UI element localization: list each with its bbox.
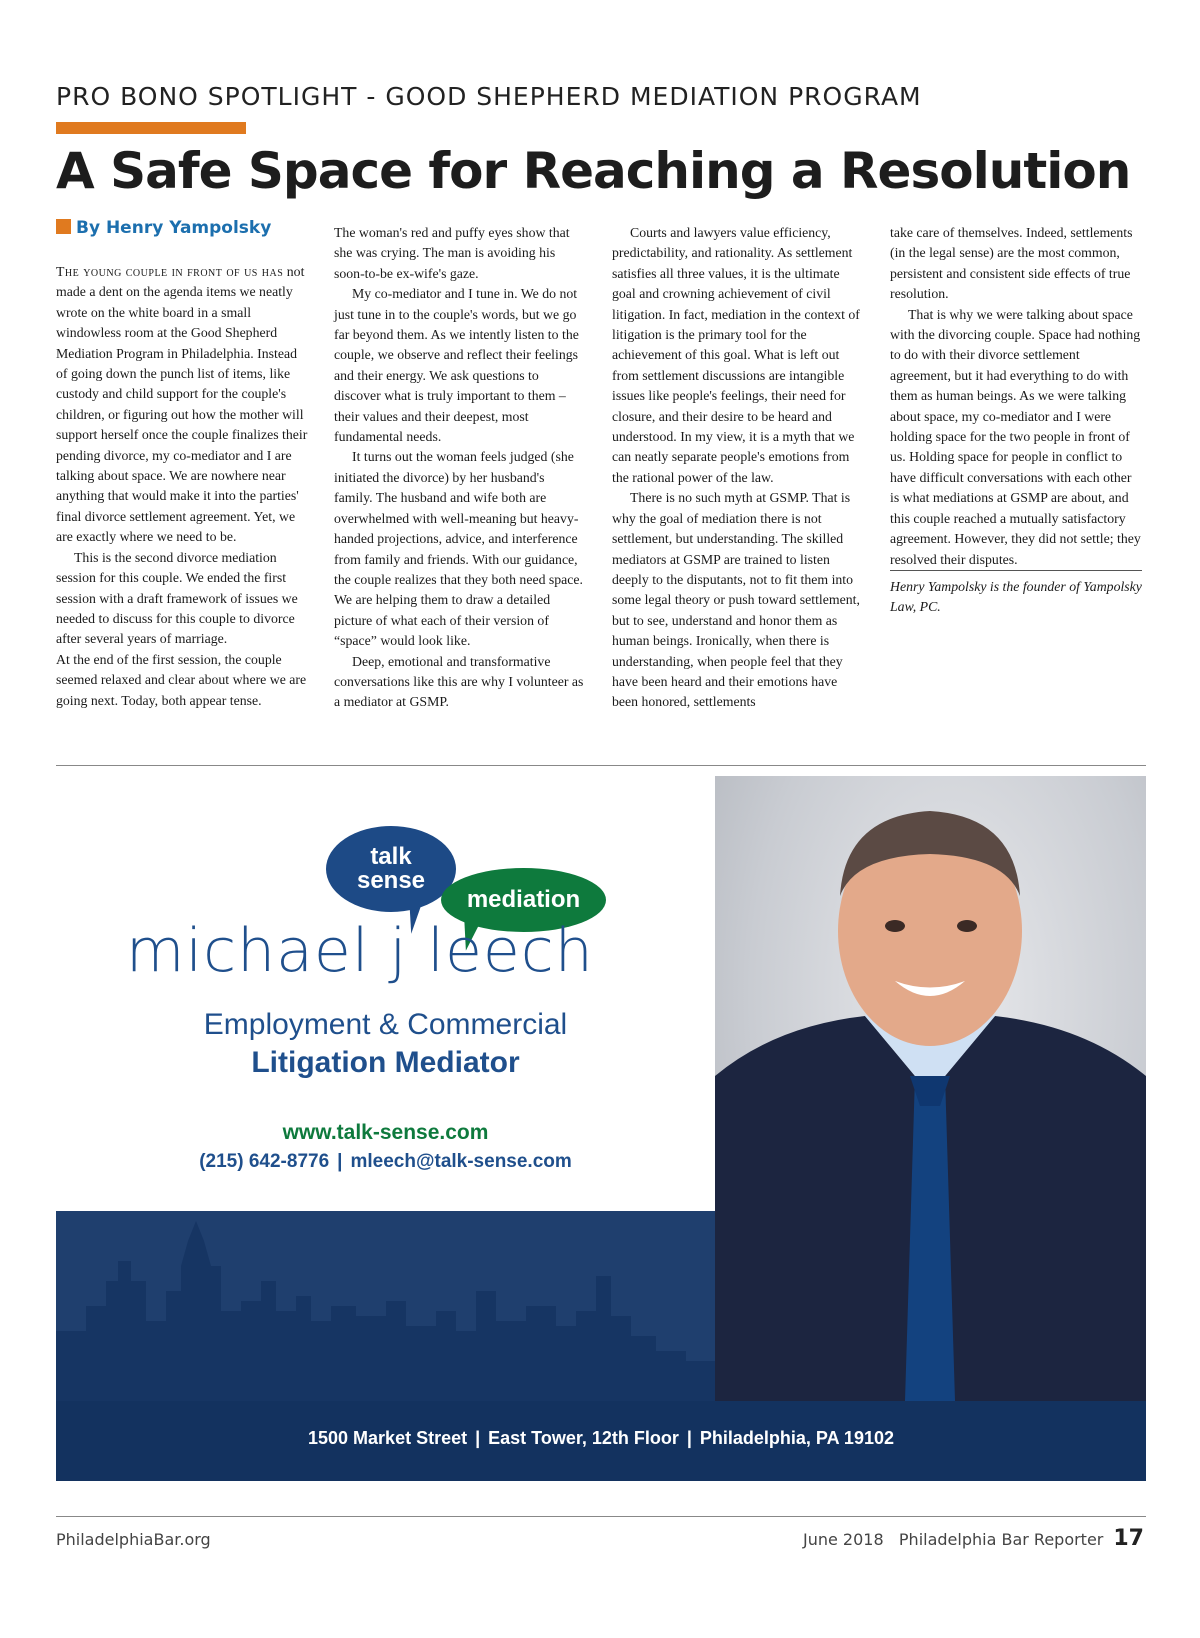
section-kicker: PRO BONO SPOTLIGHT - GOOD SHEPHERD MEDIATION PROGRAM (56, 82, 922, 111)
article-column-3 (612, 223, 864, 713)
article-column-1 (56, 262, 308, 711)
paragraph: That is why we were talking about space with the divorcing couple. Space had nothing to do with their divorce settlement agreement, but it had everything to do with them as human beings. As we were talking about space, my co-mediator and I were holding space for the two people in front of us. Holding space for people in conflict to have difficult conversations with each other is what mediations at GSMP are about, and this couple reached a mutually satisfactory agreement. However, they did not settle; they resolved their disputes. (890, 306, 1141, 567)
kicker-accent-bar (56, 122, 246, 134)
footer-publication: Philadelphia Bar Reporter (898, 1530, 1104, 1549)
paragraph: This is the second divorce mediation session for this couple. We ended the first session with a draft framework of issues we needed to discuss for this couple to divorce after several years of marriage. (56, 549, 298, 647)
paragraph: Deep, emotional and transformative conversations like this are why I volunteer as a mediator at GSMP. (334, 653, 584, 710)
footer-divider (56, 1516, 1146, 1517)
lead-in: The young couple in front of us has (56, 264, 284, 279)
portrait-photo (715, 776, 1146, 1401)
address-floor: East Tower, 12th Floor (488, 1428, 679, 1448)
paragraph: The woman's red and puffy eyes show that she was crying. The man is avoiding his soon-to-be ex-wife's gaze. (334, 225, 570, 281)
ad-contact-line (56, 1151, 715, 1173)
footer-site[interactable]: PhiladelphiaBar.org (56, 1530, 211, 1549)
city-skyline-icon (56, 1211, 716, 1411)
advertisement (56, 776, 1146, 1481)
paragraph: There is no such myth at GSMP. That is why the goal of mediation there is not settlement, but understanding. The skilled mediators at GSMP are trained to listen deeply to the disputants, not to fit them into some legal theory or push toward settlement, but to see, understand and honor them as human beings. Ironically, when there is understanding, when people feel that they have been heard and their emotions have been honored, settlements (612, 490, 860, 710)
separator: | (475, 1428, 481, 1448)
ad-website-link[interactable]: www.talk-sense.com (282, 1121, 489, 1144)
byline (56, 218, 271, 238)
bubble-text: talk (370, 843, 412, 870)
article-headline: A Safe Space for Reaching a Resolution (56, 142, 1131, 200)
portrait-illustration-icon (715, 776, 1146, 1401)
bubble-text: sense (356, 867, 426, 894)
ad-email-link[interactable]: mleech@talk-sense.com (350, 1151, 572, 1172)
mediation-bubble: mediation (441, 868, 606, 932)
address-city: Philadelphia, PA 19102 (699, 1428, 894, 1448)
paragraph: My co-mediator and I tune in. We do not just tune in to the couple's words, but we go far beyond them. As we intently listen to the couple, we observe and reflect their feelings and their energy. We ask questions to discover what is truly important to them – their values and their deepest, most fundamental needs. (334, 286, 579, 445)
paragraph: It turns out the woman feels judged (she initiated the divorce) by her husband's family. The husband and wife both are overwhelmed with well-meaning but heavy-handed projections, advice, and interference from family and friends. With our guidance, the couple realizes that they both need space. We are helping them to draw a detailed picture of what each of their version of “space” would look like. (334, 449, 584, 649)
byline-square-icon (56, 219, 71, 234)
paragraph: Courts and lawyers value efficiency, predictability, and rationality. As settlement satisfies all three values, it is the ultimate goal and crowning achievement of civil litigation. In fact, mediation in the context of litigation is the primary tool for the achievement of this goal. What is left out from settlement discussions are intangible issues like people's feelings, their need for closure, and their desire to be heard and understood. In my view, it is a myth that we can neatly separate people's emotions from the rational power of the law. (612, 225, 860, 485)
author-bio: Henry Yampolsky is the founder of Yampolsky Law, PC. (890, 570, 1142, 618)
ad-phone[interactable]: (215) 642-8776 (199, 1151, 330, 1172)
ad-name-wordmark: michael j leech (126, 916, 594, 986)
article-column-2 (334, 223, 586, 713)
ad-tagline-1: Employment & Commercial (203, 1008, 568, 1041)
ad-address (56, 1428, 1146, 1449)
footer-issue: June 2018 (802, 1530, 884, 1549)
talk-sense-bubble (326, 826, 456, 912)
separator: | (337, 1151, 343, 1172)
divider (56, 765, 1146, 766)
footer-meta (803, 1526, 1144, 1551)
paragraph: take care of themselves. Indeed, settlements (in the legal sense) are the most common, persistent and consistent side effects of true resolution. (890, 225, 1133, 302)
byline-text: By Henry Yampolsky (76, 218, 272, 238)
separator: | (686, 1428, 692, 1448)
paragraph (56, 262, 308, 548)
ad-tagline-2: Litigation Mediator (251, 1046, 520, 1079)
page-number: 17 (1113, 1526, 1144, 1551)
address-street: 1500 Market Street (308, 1428, 468, 1448)
article-column-4 (890, 223, 1142, 618)
paragraph-text: not made a dent on the agenda items we neatly wrote on the white board in a small windowless room at the Good Shepherd Mediation Program in Philadelphia. Instead of going down the punch list of items, like custody and child support for the couple's children, or figuring out how the mother will support herself once the couple finalizes their pending divorce, my co-mediator and I are talking about space. We are nowhere near anything that would make it into the parties' final divorce settlement agreement. Yet, we are exactly where we need to be. (56, 264, 308, 545)
paragraph: At the end of the first session, the couple seemed relaxed and clear about where we are going next. Today, both appear tense. (56, 651, 307, 708)
